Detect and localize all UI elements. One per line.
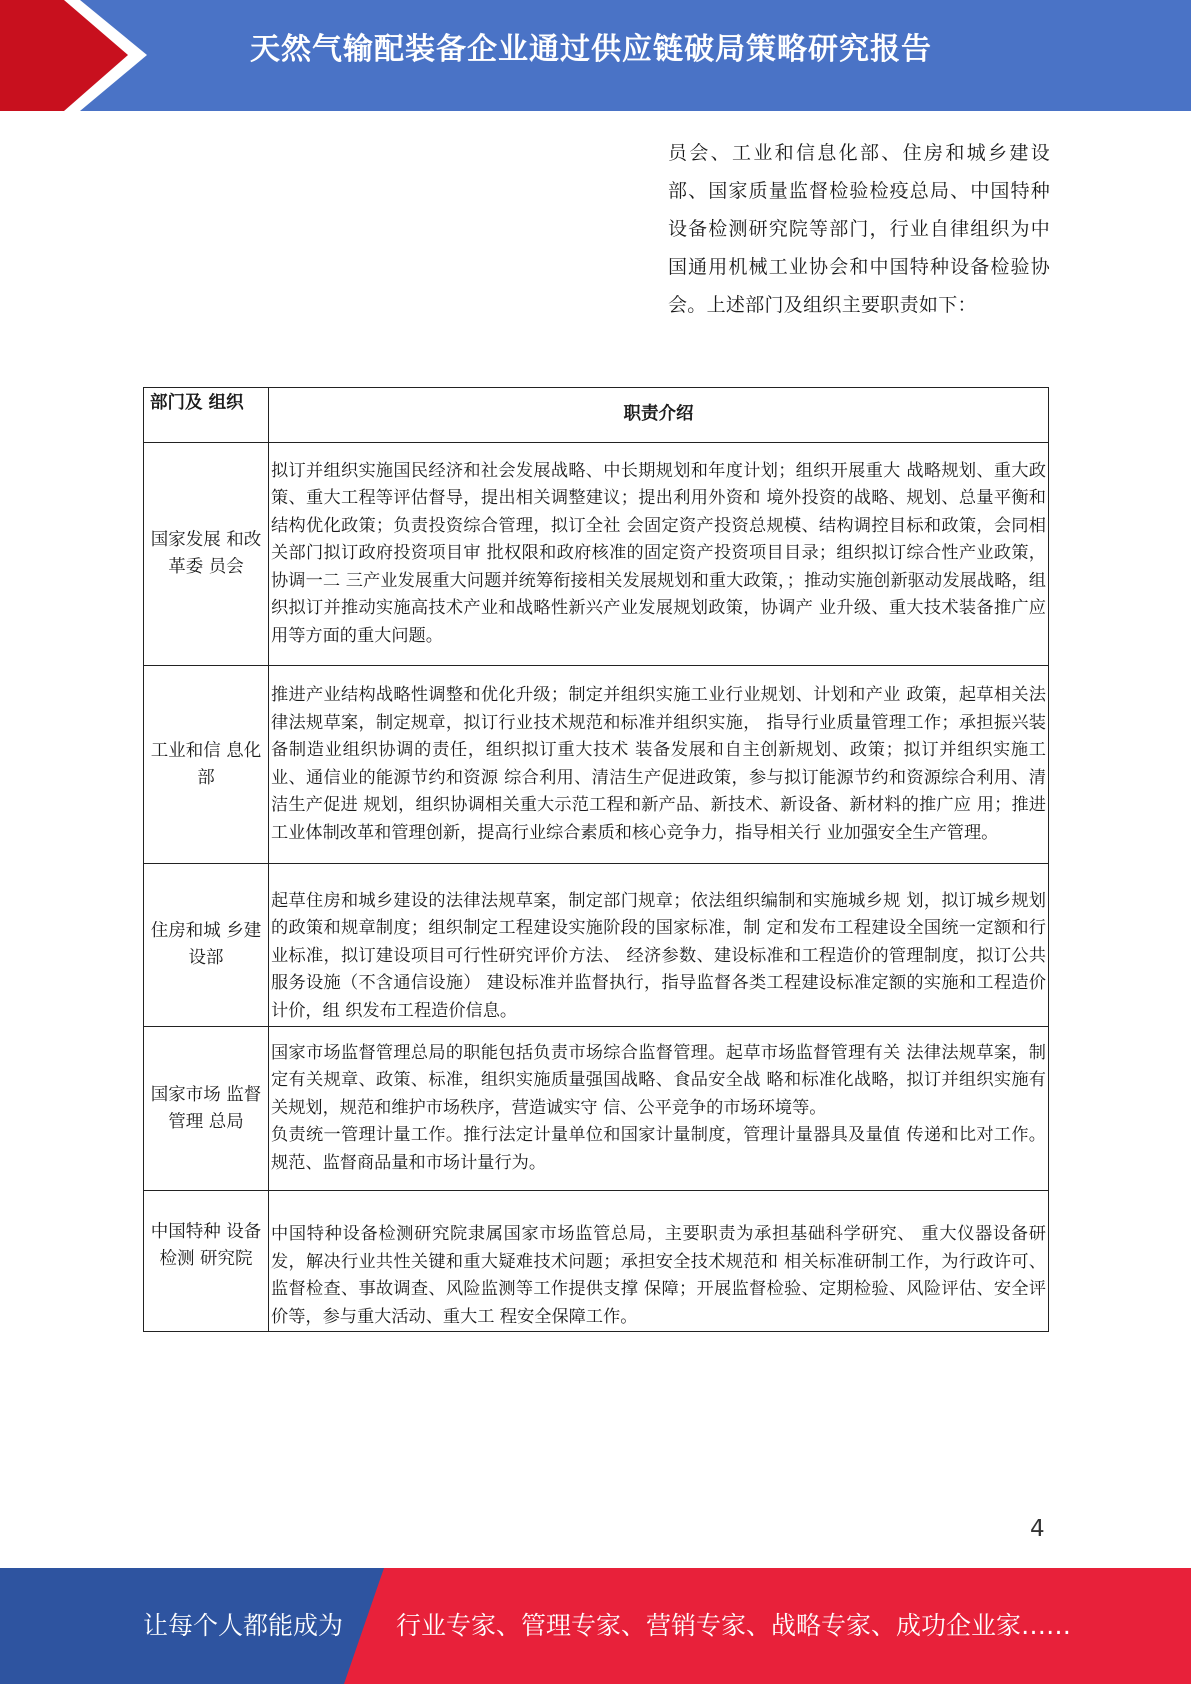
duty-description-cell bbox=[269, 443, 1049, 666]
column-header-dept: 部门及 组织 bbox=[144, 388, 269, 443]
table-row bbox=[144, 666, 1049, 864]
footer-slogan-right: 行业专家、管理专家、营销专家、战略专家、成功企业家…… bbox=[396, 1611, 1072, 1640]
duty-text-secondary: 负责统一管理计量工作。推行法定计量单位和国家计量制度，管理计量器具及量值 传递和比对工作。规范、监督商品量和市场计量行为。 bbox=[271, 1125, 1046, 1173]
page-footer bbox=[0, 1568, 1191, 1684]
table-row bbox=[144, 1191, 1049, 1332]
dept-name-cell: 国家市场 监督管理 总局 bbox=[144, 1027, 269, 1191]
table-row bbox=[144, 1027, 1049, 1191]
dept-name-cell: 工业和信 息化部 bbox=[144, 666, 269, 864]
page-header bbox=[0, 0, 1191, 111]
duty-text: 起草住房和城乡建设的法律法规草案，制定部门规章；依法组织编制和实施城乡规 划，拟订城乡规划的政策和规章制度；组织制定工程建设实施阶段的国家标准，制 定和发布工程建设全国统一定额和行业标准，拟订建设项目可行性研究评价方法、 经济参数、建设标准和工程造价的管理制度，拟订公共服务设施（不含通信设施） 建设标准并监督执行，指导监督各类工程建设标准定额的实施和工程造价计价，组 织发布工程造价信息。 bbox=[271, 890, 1046, 1021]
table-row bbox=[144, 864, 1049, 1027]
dept-name-cell: 国家发展 和改革委 员会 bbox=[144, 443, 269, 666]
footer-slogan-left: 让每个人都能成为 bbox=[143, 1611, 344, 1640]
dept-name-cell: 中国特种 设备检测 研究院 bbox=[144, 1191, 269, 1332]
table-header-row bbox=[144, 388, 1049, 443]
duty-description-cell bbox=[269, 1191, 1049, 1332]
dept-name-cell: 住房和城 乡建设部 bbox=[144, 864, 269, 1027]
duty-description-cell bbox=[269, 864, 1049, 1027]
page-title: 天然气输配装备企业通过供应链破局策略研究报告 bbox=[250, 32, 932, 67]
duty-text: 推进产业结构战略性调整和优化升级；制定并组织实施工业行业规划、计划和产业 政策，起草相关法律法规草案，制定规章，拟订行业技术规范和标准并组织实施， 指导行业质量管理工作；承担振兴装备制造业组织协调的责任，组织拟订重大技术 装备发展和自主创新规划、政策；拟订并组织实施工业、通信业的能源节约和资源 综合利用、清洁生产促进政策，参与拟订能源节约和资源综合利用、清洁生产促进 规划，组织协调相关重大示范工程和新产品、新技术、新设备、新材料的推广应 用；推进工业体制改革和管理创新，提高行业综合素质和核心竞争力，指导相关行 业加强安全生产管理。 bbox=[271, 685, 1046, 843]
duty-text: 拟订并组织实施国民经济和社会发展战略、中长期规划和年度计划；组织开展重大 战略规划、重大政策、重大工程等评估督导，提出相关调整建议；提出利用外资和 境外投资的战略、规划、总量平衡和结构优化政策；负责投资综合管理，拟订全社 会固定资产投资总规模、结构调控目标和政策，会同相关部门拟订政府投资项目审 批权限和政府核准的固定资产投资项目目录；组织拟订综合性产业政策，协调一二 三产业发展重大问题并统筹衔接相关发展规划和重大政策，；推动实施创新驱动发展战略，组织拟订并推动实施高技术产业和战略性新兴产业发展规划政策，协调产 业升级、重大技术装备推广应用等方面的重大问题。 bbox=[271, 460, 1046, 646]
table-row bbox=[144, 443, 1049, 666]
duty-description-cell bbox=[269, 666, 1049, 864]
duty-text: 中国特种设备检测研究院隶属国家市场监管总局，主要职责为承担基础科学研究、 重大仪器设备研发，解决行业共性关键和重大疑难技术问题；承担安全技术规范和 相关标准研制工作，为行政许可、监督检查、事故调查、风险监测等工作提供支撑 保障；开展监督检验、定期检验、风险评估、安全评价等，参与重大活动、重大工 程安全保障工作。 bbox=[271, 1224, 1046, 1327]
intro-paragraph: 员会、工业和信息化部、住房和城乡建设部、国家质量监督检验检疫总局、中国特种设备检测研究院等部门，行业自律组织为中国通用机械工业协会和中国特种设备检验协会。上述部门及组织主要职责如下： bbox=[668, 142, 1050, 316]
duty-text: 国家市场监督管理总局的职能包括负责市场综合监督管理。起草市场监督管理有关 法律法规草案，制定有关规章、政策、标准，组织实施质量强国战略、食品安全战 略和标准化战略，拟订并组织实施有关规划，规范和维护市场秩序，营造诚实守 信、公平竞争的市场环境等。 bbox=[271, 1042, 1046, 1118]
department-duty-table bbox=[143, 387, 1049, 1332]
duty-description-cell bbox=[269, 1027, 1049, 1191]
page-number: 4 bbox=[1030, 1516, 1045, 1542]
column-header-duty: 职责介绍 bbox=[269, 388, 1049, 443]
